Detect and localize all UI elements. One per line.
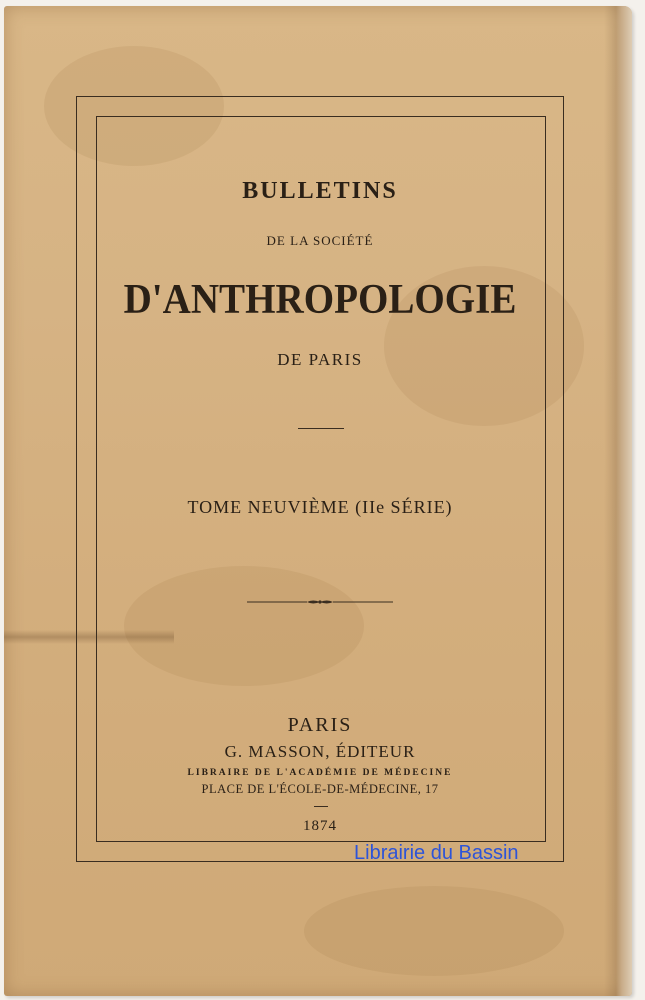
title-main: D'ANTHROPOLOGIE: [123, 277, 517, 323]
ornamental-rule-icon: [245, 596, 395, 608]
publication-year: 1874: [303, 818, 337, 834]
small-divider: [314, 806, 328, 807]
publisher-name: G. MASSON, ÉDITEUR: [224, 742, 416, 761]
title-societe: DE LA SOCIÉTÉ: [266, 233, 374, 248]
volume-label: [96, 497, 544, 518]
imprint-city: PARIS: [287, 714, 353, 736]
publisher-address: PLACE DE L'ÉCOLE-DE-MÉDECINE, 17: [201, 782, 439, 796]
paper-stain: [304, 886, 564, 976]
divider-rule: [298, 428, 344, 429]
title-bulletins: BULLETINS: [242, 178, 398, 204]
volume-text: TOME NEUVIÈME (IIe SÉRIE): [187, 497, 453, 517]
page-edges: [604, 6, 632, 996]
title-city: DE PARIS: [277, 350, 363, 369]
seller-watermark: Librairie du Bassin: [354, 842, 519, 864]
publisher-subtitle: LIBRAIRE DE L'ACADÉMIE DE MÉDECINE: [187, 768, 453, 778]
